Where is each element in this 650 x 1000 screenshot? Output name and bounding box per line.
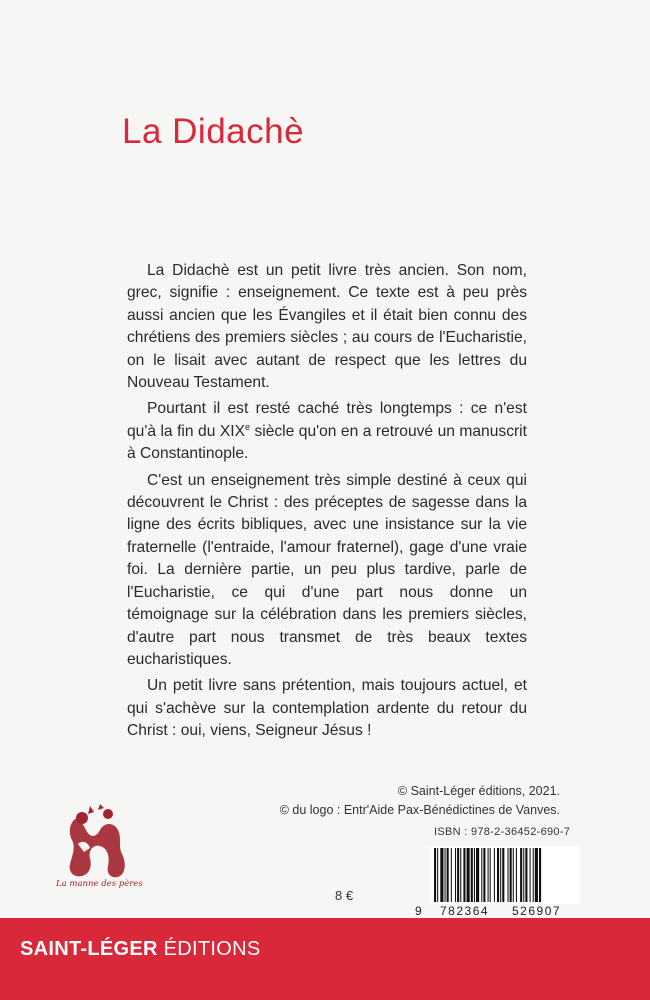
- barcode-bar: [539, 848, 541, 902]
- paragraph-4: Un petit livre sans prétention, mais toujours actuel, et qui s'achève sur la contemplation ardente du retour du Christ : oui, viens, Seigneur Jésus !: [127, 677, 527, 740]
- publisher-name-strong: SAINT-LÉGER: [20, 938, 158, 960]
- barcode-bar: [533, 848, 534, 902]
- paragraph-1: La Didachè est un petit livre très ancien. Son nom, grec, signifie : enseignement. Ce texte est à peu près aussi ancien que les Évangiles et il était bien connu des chrétiens des premiers siècles ; au cours de l'Eucharistie, on le lisait avec autant de respect que les lettres du Nouveau Testament.: [127, 262, 527, 392]
- publisher-name: [20, 938, 260, 961]
- barcode-bar: [483, 848, 485, 902]
- barcode-bar: [513, 848, 514, 902]
- copyright-notice: [280, 782, 560, 820]
- barcode-bar: [520, 848, 522, 902]
- barcode-bar: [455, 848, 456, 902]
- book-title: La Didachè: [122, 112, 305, 151]
- barcode-bar: [535, 848, 538, 902]
- barcode-bar: [516, 848, 517, 902]
- superscript: e: [244, 421, 250, 432]
- barcode-first-digit: 9: [415, 904, 424, 918]
- copyright-line-2: © du logo : Entr'Aide Pax-Bénédictines de Vanves.: [279, 803, 560, 817]
- barcode-bar: [471, 848, 473, 902]
- barcode-bar: [497, 848, 499, 902]
- paragraph-2-start: Pourtant il est resté caché très longtemps : ce n'est qu'à la fin du XIX: [127, 400, 527, 440]
- barcode-bar: [463, 848, 465, 902]
- publisher-name-rest: ÉDITIONS: [163, 938, 261, 960]
- barcode: [430, 846, 580, 904]
- barcode-bar: [476, 848, 479, 902]
- barcode-bar: [500, 848, 501, 902]
- barcode-group-2: 526907: [512, 904, 562, 918]
- barcode-bar: [490, 848, 491, 902]
- price: 8 €: [335, 888, 354, 903]
- paragraph-2-end: siècle qu'on en a retrouvé un manuscrit à Constantinople.: [127, 422, 527, 463]
- barcode-bar: [467, 848, 470, 902]
- barcode-group-1: 782364: [440, 904, 490, 918]
- barcode-bar: [481, 848, 482, 902]
- barcode-bar: [457, 848, 459, 902]
- barcode-bar: [474, 848, 475, 902]
- barcode-bar: [510, 848, 512, 902]
- paragraph-3: C'est un enseignement très simple destiné à ceux qui découvrent le Christ : des préceptes de sagesse dans la ligne des écrits bibliques, avec une insistance sur la vie fraternelle (l'entraide, l'amour fraternel), gage d'une vraie foi. La dernière partie, un peu plus tardive, parle de l'Eucharistie, ce qui d'une part nous donne un témoignage sur la célébration dans les premiers siècles, d'autre part nous transmet de très beaux textes eucharistiques.: [127, 471, 527, 668]
- barcode-bar: [502, 848, 504, 902]
- back-cover-text: [127, 260, 527, 747]
- barcode-bar: [523, 848, 524, 902]
- barcode-bar: [445, 848, 446, 902]
- isbn: ISBN : 978-2-36452-690-7: [434, 826, 571, 838]
- barcode-bar: [460, 848, 461, 902]
- barcode-bar: [508, 848, 509, 902]
- barcode-bar: [451, 848, 452, 902]
- barcode-bar: [437, 848, 438, 902]
- barcode-bar: [434, 848, 436, 902]
- barcode-bar: [525, 848, 527, 902]
- barcode-bar: [440, 848, 443, 902]
- barcode-bar: [447, 848, 449, 902]
- barcode-bar: [530, 848, 531, 902]
- copyright-line-1: © Saint-Léger éditions, 2021.: [397, 784, 560, 798]
- barcode-bar: [488, 848, 489, 902]
- logo-caption: La manne des pères: [56, 879, 143, 889]
- paragraph-2: [127, 398, 527, 465]
- publisher-banner: [0, 918, 650, 1000]
- barcode-bar: [494, 848, 495, 902]
